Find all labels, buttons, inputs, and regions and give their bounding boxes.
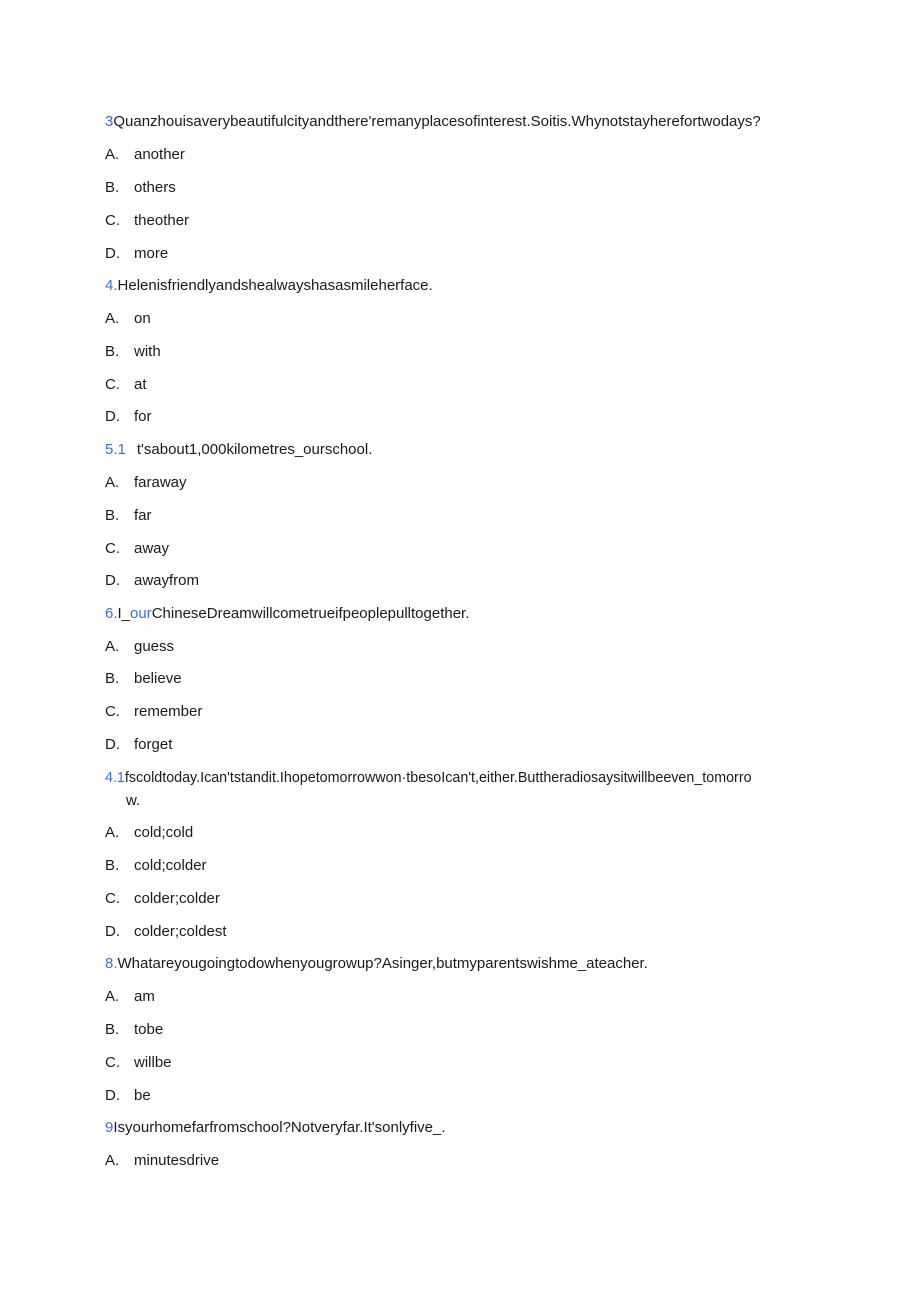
option-letter: C. xyxy=(105,212,120,229)
option-letter: C. xyxy=(105,376,120,393)
option-b[interactable] xyxy=(105,178,176,198)
option-c[interactable] xyxy=(105,539,169,559)
question-number: 3 xyxy=(105,113,114,130)
option-a[interactable] xyxy=(105,473,187,493)
option-letter: C. xyxy=(105,1054,120,1071)
option-text: tobe xyxy=(134,1021,164,1038)
option-text: faraway xyxy=(134,474,187,491)
option-a[interactable] xyxy=(105,987,155,1007)
question-8-stem xyxy=(105,954,648,974)
question-text: Isyourhomefarfromschool?Notveryfar.It'sonlyfive_. xyxy=(113,1119,446,1136)
option-letter: D. xyxy=(105,245,120,262)
question-7-stem xyxy=(105,768,752,788)
option-text: for xyxy=(134,408,152,425)
question-3-stem xyxy=(105,112,761,132)
question-text-part: our xyxy=(130,605,152,622)
question-text: Whatareyougoingtodowhenyougrowup?Asinger,butmyparentswishme_ateacher. xyxy=(117,955,648,972)
question-number: 6. xyxy=(105,605,118,622)
option-c[interactable] xyxy=(105,702,202,722)
option-text: far xyxy=(134,507,152,524)
option-letter: A. xyxy=(105,1152,120,1169)
option-d[interactable] xyxy=(105,571,199,591)
option-c[interactable] xyxy=(105,1053,172,1073)
option-letter: D. xyxy=(105,1087,120,1104)
option-b[interactable] xyxy=(105,1020,163,1040)
option-text: believe xyxy=(134,670,182,687)
question-number: 4.1 xyxy=(105,770,125,786)
option-text: others xyxy=(134,179,176,196)
option-letter: D. xyxy=(105,736,120,753)
option-text: another xyxy=(134,146,185,163)
option-letter: A. xyxy=(105,988,120,1005)
option-text: am xyxy=(134,988,155,1005)
option-c[interactable] xyxy=(105,375,147,395)
option-letter: B. xyxy=(105,343,120,360)
option-letter: B. xyxy=(105,179,120,196)
option-d[interactable] xyxy=(105,922,227,942)
option-letter: A. xyxy=(105,146,120,163)
option-text: more xyxy=(134,245,169,262)
option-letter: D. xyxy=(105,408,120,425)
option-text: away xyxy=(134,540,170,557)
option-letter: A. xyxy=(105,824,120,841)
option-letter: B. xyxy=(105,857,120,874)
option-letter: B. xyxy=(105,507,120,524)
question-text: fscoldtoday.Ican'tstandit.Ihopetomorrowwon·tbesoIcan't,either.Buttheradiosaysitwillbeeven_tomorro xyxy=(124,770,752,786)
question-5-stem xyxy=(105,440,372,460)
option-letter: C. xyxy=(105,890,120,907)
option-text: colder;coldest xyxy=(134,923,227,940)
option-text: willbe xyxy=(134,1054,172,1071)
option-letter: C. xyxy=(105,703,120,720)
option-text: on xyxy=(134,310,151,327)
option-a[interactable] xyxy=(105,1151,219,1171)
option-b[interactable] xyxy=(105,669,182,689)
option-a[interactable] xyxy=(105,823,193,843)
option-letter: A. xyxy=(105,474,120,491)
option-d[interactable] xyxy=(105,735,172,755)
option-letter: A. xyxy=(105,638,120,655)
question-number: 4. xyxy=(105,277,118,294)
option-text: awayfrom xyxy=(134,572,200,589)
option-text: be xyxy=(134,1087,151,1104)
option-a[interactable] xyxy=(105,637,174,657)
option-c[interactable] xyxy=(105,211,189,231)
option-letter: B. xyxy=(105,1021,120,1038)
option-letter: D. xyxy=(105,572,120,589)
question-9-stem xyxy=(105,1118,446,1138)
option-text: forget xyxy=(134,736,173,753)
question-number: 5.1 xyxy=(105,441,126,458)
option-d[interactable] xyxy=(105,407,152,427)
option-letter: D. xyxy=(105,923,120,940)
option-a[interactable] xyxy=(105,309,151,329)
option-d[interactable] xyxy=(105,244,168,264)
option-d[interactable] xyxy=(105,1086,151,1106)
question-4-stem xyxy=(105,276,433,296)
question-7-continuation: w. xyxy=(126,792,141,809)
option-text: cold;colder xyxy=(134,857,207,874)
question-number: 8. xyxy=(105,955,118,972)
option-text: cold;cold xyxy=(134,824,194,841)
option-c[interactable] xyxy=(105,889,220,909)
question-text: Quanzhouisaverybeautifulcityandthere'remanyplacesofinterest.Soitis.Whynotstayherefortwodays? xyxy=(113,113,761,130)
option-a[interactable] xyxy=(105,145,185,165)
question-text: t'sabout1,000kilometres_ourschool. xyxy=(136,441,373,458)
question-text: ChineseDreamwillcometrueifpeoplepulltogether. xyxy=(151,605,470,622)
option-text: colder;colder xyxy=(134,890,220,907)
option-text: theother xyxy=(134,212,190,229)
option-text: remember xyxy=(134,703,203,720)
option-letter: A. xyxy=(105,310,120,327)
question-text-part: I_ xyxy=(117,605,131,622)
option-letter: B. xyxy=(105,670,120,687)
option-b[interactable] xyxy=(105,342,161,362)
question-6-stem xyxy=(105,604,469,624)
option-b[interactable] xyxy=(105,856,207,876)
question-text: Helenisfriendlyandshealwayshasasmileherface. xyxy=(117,277,433,294)
option-text: minutesdrive xyxy=(134,1152,220,1169)
option-text: at xyxy=(134,376,147,393)
question-number: 9 xyxy=(105,1119,114,1136)
option-b[interactable] xyxy=(105,506,152,526)
option-text: guess xyxy=(134,638,175,655)
option-text: with xyxy=(134,343,161,360)
option-letter: C. xyxy=(105,540,120,557)
